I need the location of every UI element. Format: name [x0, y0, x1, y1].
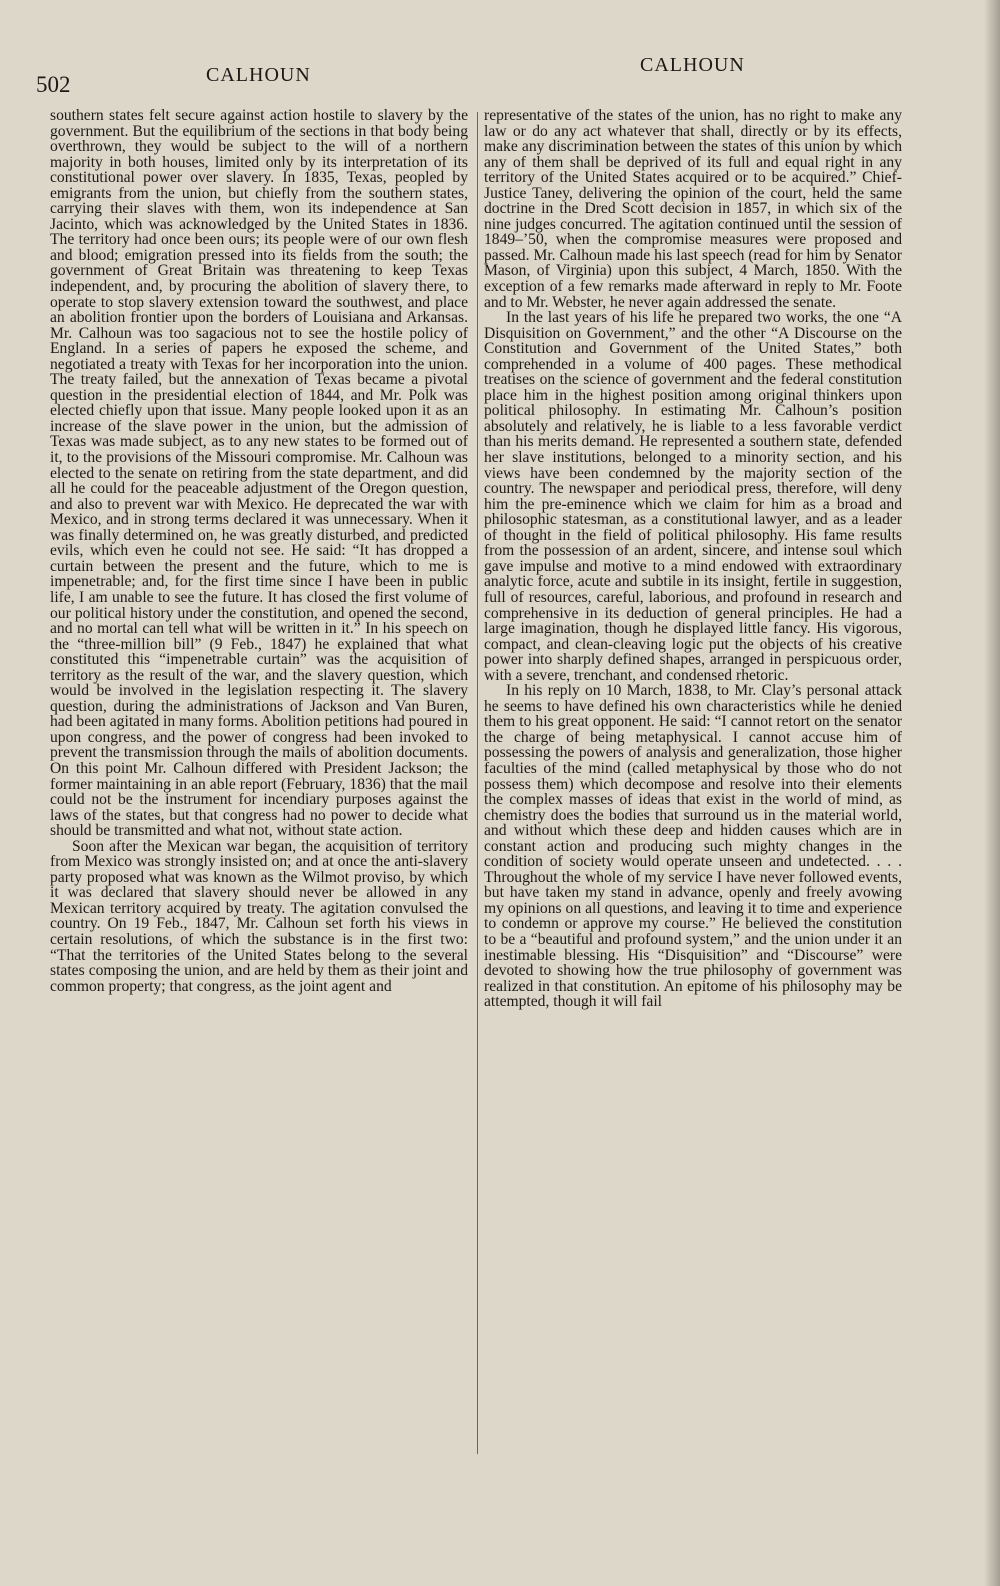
page-edge-shadow	[984, 0, 1000, 1586]
column-divider	[477, 112, 478, 1454]
running-head-left: CALHOUN	[206, 64, 311, 86]
left-paragraph-2: Soon after the Mexican war began, the acquisition of territory from Mexico was strongly insisted on; and at once the anti-slavery party proposed what was known as the Wilmot proviso, by which it was declared that slavery should never be allowed in any Mexican territory acquired by treaty. The agitation convulsed the country. On 19 Feb., 1847, Mr. Calhoun set forth his views in certain resolutions, of which the substance is in the first two: “That the territories of the United States belong to the several states composing the union, and are held by them as their joint and common property; that congress, as the joint agent and	[50, 837, 468, 995]
right-paragraph-3: In his reply on 10 March, 1838, to Mr. Clay’s personal attack he seems to have defined his own characteristics while he denied them to his great opponent. He said: “I cannot retort on the senator the charge of being metaphysical. I cannot accuse him of possessing the powers of analysis and generalization, those higher faculties of the mind (called metaphysical by those who do not possess them) which decompose and resolve into their elements the complex masses of ideas that exist in the world of mind, as chemistry does the bodies that surround us in the material world, and without which these deep and hidden causes which are in constant action and producing such mighty changes in the condition of society would operate unseen and undetected. . . . Throughout the whole of my service I have never followed events, but have taken my stand in advance, openly and freely avowing my opinions on all questions, and leaving it to time and experience to condemn or approve my course.” He believed the constitution to be a “beautiful and profound system,” and the union under it an inestimable blessing. His “Disquisition” and “Discourse” were devoted to showing how the true philosophy of government was realized in that constitution. An epitome of his philosophy may be attempted, though it will fail	[484, 682, 902, 1011]
page-number: 502	[36, 72, 71, 97]
left-paragraph-1: southern states felt secure against action hostile to slavery by the government. But the equilibrium of the sections in that body being overthrown, they would be subject to the will of a northern majority in both houses, limited only by its interpretation of its constitutional power over slavery. In 1835, Texas, peopled by emigrants from the union, but chiefly from the southern states, carrying their slaves with them, won its independence at San Jacinto, which was acknowledged by the United States in 1836. The territory had once been ours; its people were of our own flesh and blood; emigration pressed into its fields from the south; the government of Great Britain was threatening to keep Texas independent, and, by procuring the abolition of slavery there, to operate to stop slavery extension toward the southwest, and place an abolition frontier upon the borders of Louisiana and Arkansas. Mr. Calhoun was too sagacious not to see the hostile policy of England. In a series of papers he exposed the scheme, and negotiated a treaty with Texas for her incorporation into the union. The treaty failed, but the annexation of Texas became a pivotal question in the presidential election of 1844, and Mr. Polk was elected chiefly upon that issue. Many people looked upon it as an increase of the slave power in the union, but the admission of Texas was made subject, as to any new states to be formed out of it, to the provisions of the Missouri compromise. Mr. Calhoun was elected to the senate on retiring from the state department, and did all he could for the peaceable adjustment of the Oregon question, and also to prevent war with Mexico. He deprecated the war with Mexico, and in strong terms declared it was unnecessary. When it was finally determined on, he was greatly disturbed, and predicted evils, which even he could not see. He said: “It has dropped a curtain between the present and the future, which to me is impenetrable; and, for the first time since I have been in public life, I am unable to see the future. It has closed the first volume of our political history under the constitution, and opened the second, and no mortal can tell what will be written in it.” In his speech on the “three-million bill” (9 Feb., 1847) he explained that what constituted this “impenetrable curtain” was the acquisition of territory as the result of the war, and the slavery question, which would be involved in the legislation respecting it. The slavery question, during the administrations of Jackson and Van Buren, had been agitated in many forms. Abolition petitions had poured in upon congress, and the power of congress had been invoked to prevent the transmission through the mails of abolition documents. On this point Mr. Calhoun differed with President Jackson; the former maintaining in an able report (February, 1836) that the mail could not be the instrument for incendiary purposes against the laws of the states, but that congress had no power to decide what should be transmitted and what not, without state action.	[50, 107, 468, 840]
right-paragraph-1: representative of the states of the union, has no right to make any law or do any act whatever that shall, directly or by its effects, make any discrimination between the states of this union by which any of them shall be deprived of its full and equal right in any territory of the United States acquired or to be acquired.” Chief-Justice Taney, delivering the opinion of the court, held the same doctrine in the Dred Scott decision in 1857, in which six of the nine judges concurred. The agitation continued until the session of 1849–’50, when the compromise measures were proposed and passed. Mr. Calhoun made his last speech (read for him by Senator Mason, of Virginia) upon this subject, 4 March, 1850. With the exception of a few remarks made afterward in reply to Mr. Foote and to Mr. Webster, he never again addressed the senate.	[484, 107, 902, 311]
right-paragraph-2: In the last years of his life he prepared two works, the one “A Disquisition on Government,” and the other “A Discourse on the Constitution and Government of the United States,” both comprehended in a volume of 400 pages. These methodical treatises on the science of government and the federal constitution place him in the highest position among original thinkers upon political philosophy. In estimating Mr. Calhoun’s position absolutely and relatively, he is liable to a less favorable verdict than his merits demand. He represented a southern state, defended her slave institutions, belonged to a minority section, and his views have been condemned by the majority section of the country. The newspaper and periodical press, therefore, will deny him the pre-eminence which we claim for him as a broad and philosophic statesman, as a constitutional lawyer, and as a leader of thought in the field of political philosophy. His fame results from the possession of an ardent, sincere, and intense soul which gave impulse and motive to a mind endowed with extraordinary analytic force, acute and subtile in its insight, fertile in suggestion, full of resources, careful, laborious, and profound in research and comprehensive in its deduction of general principles. He had a large imagination, though he displayed little fancy. His vigorous, compact, and clean-cleaving logic put the objects of his creative power into sharply defined shapes, arranged in perspicuous order, with a severe, trenchant, and condensed rhetoric.	[484, 309, 902, 684]
left-column	[50, 108, 468, 1468]
running-head-right: CALHOUN	[640, 54, 745, 76]
right-column	[484, 108, 902, 1450]
